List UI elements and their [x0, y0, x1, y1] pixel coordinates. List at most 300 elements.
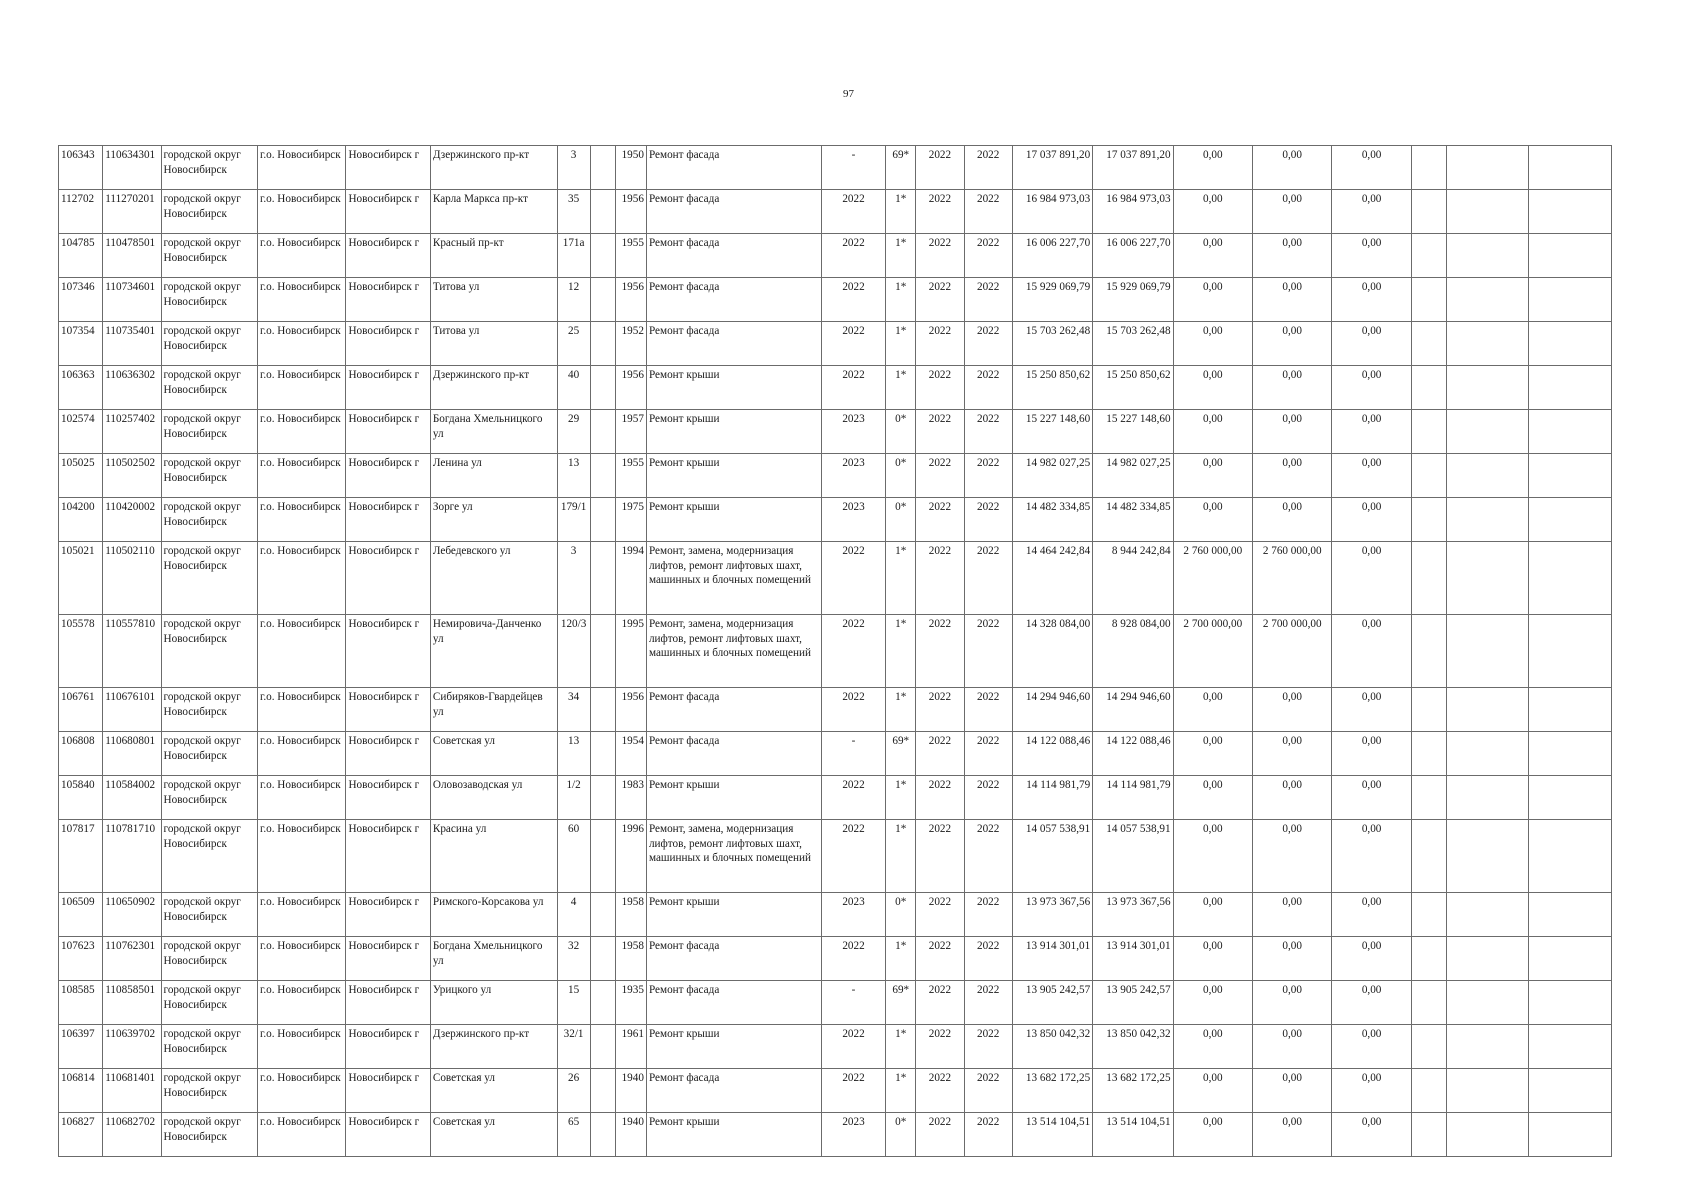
cell-s1: 15 227 148,60	[1093, 410, 1173, 454]
cell-e3	[1529, 366, 1612, 410]
cell-s3: 2 760 000,00	[1253, 542, 1332, 615]
cell-work: Ремонт крыши	[646, 454, 821, 498]
cell-s4: 0,00	[1332, 278, 1411, 322]
cell-s1: 15 250 850,62	[1093, 366, 1173, 410]
cell-okrug: городской округ Новосибирск	[161, 893, 257, 937]
cell-s3: 0,00	[1253, 776, 1332, 820]
cell-s3: 0,00	[1253, 732, 1332, 776]
cell-e2	[1446, 322, 1528, 366]
cell-city: Новосибирск г	[346, 937, 430, 981]
cell-e3	[1529, 688, 1612, 732]
cell-code: 110502110	[103, 542, 161, 615]
cell-mark: 1*	[886, 615, 916, 688]
cell-y2: 2022	[964, 688, 1012, 732]
cell-plan-year: 2022	[821, 937, 885, 981]
table-row	[59, 278, 1612, 322]
cell-id: 106363	[59, 366, 103, 410]
cell-go: г.о. Новосибирск	[258, 776, 346, 820]
cell-s2: 0,00	[1173, 454, 1252, 498]
cell-id: 107346	[59, 278, 103, 322]
table-row	[59, 981, 1612, 1025]
cell-y1: 2022	[916, 498, 964, 542]
cell-year-built: 1958	[615, 937, 646, 981]
cell-mark: 0*	[886, 1113, 916, 1157]
cell-code: 110676101	[103, 688, 161, 732]
cell-year-built: 1940	[615, 1069, 646, 1113]
cell-y1: 2022	[916, 981, 964, 1025]
cell-mark: 0*	[886, 410, 916, 454]
cell-s2: 0,00	[1173, 732, 1252, 776]
cell-mark: 0*	[886, 454, 916, 498]
cell-s1: 14 057 538,91	[1093, 820, 1173, 893]
cell-e1	[1411, 234, 1446, 278]
cell-e1	[1411, 454, 1446, 498]
table-row	[59, 1113, 1612, 1157]
cell-s4: 0,00	[1332, 410, 1411, 454]
cell-s3: 2 700 000,00	[1253, 615, 1332, 688]
cell-e3	[1529, 454, 1612, 498]
cell-s2: 0,00	[1173, 981, 1252, 1025]
cell-e2	[1446, 454, 1528, 498]
cell-e3	[1529, 732, 1612, 776]
cell-okrug: городской округ Новосибирск	[161, 981, 257, 1025]
cell-street: Урицкого ул	[430, 981, 557, 1025]
cell-y1: 2022	[916, 410, 964, 454]
cell-house: 29	[557, 410, 590, 454]
cell-e2	[1446, 615, 1528, 688]
cell-y1: 2022	[916, 146, 964, 190]
cell-go: г.о. Новосибирск	[258, 981, 346, 1025]
cell-s4: 0,00	[1332, 498, 1411, 542]
cell-city: Новосибирск г	[346, 820, 430, 893]
table-row	[59, 322, 1612, 366]
cell-s4: 0,00	[1332, 322, 1411, 366]
cell-s1: 8 944 242,84	[1093, 542, 1173, 615]
cell-s2: 0,00	[1173, 1069, 1252, 1113]
cell-y2: 2022	[964, 190, 1012, 234]
capital-repair-table	[58, 145, 1612, 1157]
cell-go: г.о. Новосибирск	[258, 322, 346, 366]
cell-work: Ремонт крыши	[646, 366, 821, 410]
cell-e1	[1411, 322, 1446, 366]
cell-plan-year: 2023	[821, 498, 885, 542]
cell-total: 14 464 242,84	[1012, 542, 1092, 615]
cell-street: Советская ул	[430, 732, 557, 776]
cell-year-built: 1956	[615, 190, 646, 234]
cell-mark: 1*	[886, 366, 916, 410]
cell-extra	[590, 893, 615, 937]
cell-street: Титова ул	[430, 278, 557, 322]
cell-code: 110735401	[103, 322, 161, 366]
cell-extra	[590, 498, 615, 542]
cell-e3	[1529, 1113, 1612, 1157]
cell-e3	[1529, 190, 1612, 234]
cell-e3	[1529, 1069, 1612, 1113]
table-row	[59, 542, 1612, 615]
cell-y2: 2022	[964, 278, 1012, 322]
cell-okrug: городской округ Новосибирск	[161, 688, 257, 732]
cell-y2: 2022	[964, 410, 1012, 454]
cell-year-built: 1956	[615, 366, 646, 410]
cell-house: 3	[557, 542, 590, 615]
cell-okrug: городской округ Новосибирск	[161, 820, 257, 893]
cell-work: Ремонт крыши	[646, 776, 821, 820]
cell-okrug: городской округ Новосибирск	[161, 278, 257, 322]
cell-id: 107817	[59, 820, 103, 893]
cell-s2: 0,00	[1173, 234, 1252, 278]
cell-s3: 0,00	[1253, 1025, 1332, 1069]
cell-s4: 0,00	[1332, 937, 1411, 981]
cell-okrug: городской округ Новосибирск	[161, 1025, 257, 1069]
cell-year-built: 1935	[615, 981, 646, 1025]
cell-okrug: городской округ Новосибирск	[161, 146, 257, 190]
table-body	[59, 146, 1612, 1157]
cell-mark: 1*	[886, 1069, 916, 1113]
cell-year-built: 1955	[615, 454, 646, 498]
cell-s3: 0,00	[1253, 322, 1332, 366]
cell-go: г.о. Новосибирск	[258, 688, 346, 732]
cell-work: Ремонт фасада	[646, 981, 821, 1025]
cell-s1: 14 482 334,85	[1093, 498, 1173, 542]
cell-mark: 1*	[886, 820, 916, 893]
cell-y2: 2022	[964, 146, 1012, 190]
cell-go: г.о. Новосибирск	[258, 1113, 346, 1157]
cell-y2: 2022	[964, 981, 1012, 1025]
cell-code: 110734601	[103, 278, 161, 322]
cell-y1: 2022	[916, 322, 964, 366]
table-row	[59, 410, 1612, 454]
table-row	[59, 732, 1612, 776]
cell-city: Новосибирск г	[346, 776, 430, 820]
cell-s2: 0,00	[1173, 776, 1252, 820]
cell-e2	[1446, 981, 1528, 1025]
cell-street: Лебедевского ул	[430, 542, 557, 615]
cell-street: Дзержинского пр-кт	[430, 366, 557, 410]
cell-plan-year: -	[821, 146, 885, 190]
cell-y2: 2022	[964, 1025, 1012, 1069]
cell-plan-year: 2022	[821, 542, 885, 615]
cell-e1	[1411, 542, 1446, 615]
cell-mark: 69*	[886, 732, 916, 776]
table-row	[59, 366, 1612, 410]
cell-id: 106343	[59, 146, 103, 190]
cell-street: Оловозаводская ул	[430, 776, 557, 820]
cell-city: Новосибирск г	[346, 1069, 430, 1113]
cell-go: г.о. Новосибирск	[258, 615, 346, 688]
cell-s4: 0,00	[1332, 542, 1411, 615]
cell-year-built: 1994	[615, 542, 646, 615]
table-row	[59, 146, 1612, 190]
cell-okrug: городской округ Новосибирск	[161, 454, 257, 498]
table-row	[59, 820, 1612, 893]
cell-extra	[590, 732, 615, 776]
cell-city: Новосибирск г	[346, 234, 430, 278]
cell-mark: 1*	[886, 234, 916, 278]
cell-e3	[1529, 322, 1612, 366]
cell-total: 17 037 891,20	[1012, 146, 1092, 190]
cell-s4: 0,00	[1332, 732, 1411, 776]
cell-e1	[1411, 1113, 1446, 1157]
cell-s4: 0,00	[1332, 1113, 1411, 1157]
cell-total: 14 294 946,60	[1012, 688, 1092, 732]
cell-id: 107623	[59, 937, 103, 981]
cell-go: г.о. Новосибирск	[258, 454, 346, 498]
cell-e2	[1446, 688, 1528, 732]
cell-s4: 0,00	[1332, 820, 1411, 893]
cell-work: Ремонт фасада	[646, 190, 821, 234]
cell-city: Новосибирск г	[346, 1113, 430, 1157]
cell-s4: 0,00	[1332, 776, 1411, 820]
cell-work: Ремонт крыши	[646, 410, 821, 454]
cell-e1	[1411, 688, 1446, 732]
cell-s3: 0,00	[1253, 893, 1332, 937]
cell-extra	[590, 190, 615, 234]
cell-street: Советская ул	[430, 1069, 557, 1113]
cell-okrug: городской округ Новосибирск	[161, 190, 257, 234]
cell-y2: 2022	[964, 1113, 1012, 1157]
cell-street: Сибиряков-Гвардейцев ул	[430, 688, 557, 732]
cell-extra	[590, 1025, 615, 1069]
cell-e3	[1529, 146, 1612, 190]
cell-s4: 0,00	[1332, 981, 1411, 1025]
cell-s1: 15 703 262,48	[1093, 322, 1173, 366]
cell-total: 14 982 027,25	[1012, 454, 1092, 498]
cell-mark: 0*	[886, 498, 916, 542]
cell-e2	[1446, 820, 1528, 893]
cell-id: 106397	[59, 1025, 103, 1069]
cell-id: 104200	[59, 498, 103, 542]
cell-okrug: городской округ Новосибирск	[161, 366, 257, 410]
cell-y2: 2022	[964, 454, 1012, 498]
cell-plan-year: 2023	[821, 893, 885, 937]
cell-e1	[1411, 278, 1446, 322]
cell-okrug: городской округ Новосибирск	[161, 498, 257, 542]
cell-year-built: 1957	[615, 410, 646, 454]
table-row	[59, 893, 1612, 937]
cell-street: Красный пр-кт	[430, 234, 557, 278]
cell-house: 26	[557, 1069, 590, 1113]
cell-total: 13 905 242,57	[1012, 981, 1092, 1025]
cell-s3: 0,00	[1253, 1069, 1332, 1113]
cell-s2: 0,00	[1173, 1113, 1252, 1157]
cell-s3: 0,00	[1253, 146, 1332, 190]
cell-s3: 0,00	[1253, 410, 1332, 454]
cell-okrug: городской округ Новосибирск	[161, 1113, 257, 1157]
cell-okrug: городской округ Новосибирск	[161, 410, 257, 454]
cell-extra	[590, 1113, 615, 1157]
cell-y1: 2022	[916, 893, 964, 937]
cell-y1: 2022	[916, 615, 964, 688]
cell-year-built: 1952	[615, 322, 646, 366]
cell-e1	[1411, 937, 1446, 981]
cell-total: 14 114 981,79	[1012, 776, 1092, 820]
cell-go: г.о. Новосибирск	[258, 893, 346, 937]
cell-s2: 0,00	[1173, 278, 1252, 322]
cell-s3: 0,00	[1253, 820, 1332, 893]
cell-e2	[1446, 893, 1528, 937]
cell-s1: 13 973 367,56	[1093, 893, 1173, 937]
cell-mark: 1*	[886, 688, 916, 732]
cell-go: г.о. Новосибирск	[258, 278, 346, 322]
cell-mark: 1*	[886, 278, 916, 322]
cell-mark: 69*	[886, 981, 916, 1025]
cell-go: г.о. Новосибирск	[258, 498, 346, 542]
cell-id: 107354	[59, 322, 103, 366]
cell-mark: 0*	[886, 893, 916, 937]
cell-street: Карла Маркса пр-кт	[430, 190, 557, 234]
cell-go: г.о. Новосибирск	[258, 937, 346, 981]
cell-go: г.о. Новосибирск	[258, 820, 346, 893]
cell-s3: 0,00	[1253, 278, 1332, 322]
cell-work: Ремонт фасада	[646, 688, 821, 732]
cell-year-built: 1958	[615, 893, 646, 937]
cell-s4: 0,00	[1332, 234, 1411, 278]
cell-extra	[590, 410, 615, 454]
cell-code: 110680801	[103, 732, 161, 776]
cell-code: 110478501	[103, 234, 161, 278]
cell-extra	[590, 981, 615, 1025]
cell-e2	[1446, 190, 1528, 234]
cell-work: Ремонт крыши	[646, 1113, 821, 1157]
cell-year-built: 1954	[615, 732, 646, 776]
cell-work: Ремонт крыши	[646, 1025, 821, 1069]
cell-house: 4	[557, 893, 590, 937]
cell-id: 106827	[59, 1113, 103, 1157]
cell-e3	[1529, 981, 1612, 1025]
cell-city: Новосибирск г	[346, 454, 430, 498]
cell-e1	[1411, 498, 1446, 542]
cell-city: Новосибирск г	[346, 732, 430, 776]
cell-city: Новосибирск г	[346, 542, 430, 615]
table-row	[59, 1069, 1612, 1113]
cell-e3	[1529, 893, 1612, 937]
cell-s2: 0,00	[1173, 893, 1252, 937]
cell-okrug: городской округ Новосибирск	[161, 234, 257, 278]
cell-extra	[590, 937, 615, 981]
cell-city: Новосибирск г	[346, 410, 430, 454]
cell-house: 35	[557, 190, 590, 234]
cell-year-built: 1975	[615, 498, 646, 542]
cell-street: Дзержинского пр-кт	[430, 1025, 557, 1069]
cell-street: Красина ул	[430, 820, 557, 893]
cell-e1	[1411, 893, 1446, 937]
cell-e2	[1446, 498, 1528, 542]
cell-s1: 13 682 172,25	[1093, 1069, 1173, 1113]
cell-s3: 0,00	[1253, 937, 1332, 981]
cell-e3	[1529, 410, 1612, 454]
cell-work: Ремонт, замена, модернизация лифтов, ремонт лифтовых шахт, машинных и блочных помещений	[646, 615, 821, 688]
cell-total: 13 682 172,25	[1012, 1069, 1092, 1113]
cell-s2: 0,00	[1173, 688, 1252, 732]
cell-plan-year: 2022	[821, 234, 885, 278]
cell-street: Советская ул	[430, 1113, 557, 1157]
cell-code: 110639702	[103, 1025, 161, 1069]
cell-plan-year: 2022	[821, 366, 885, 410]
cell-work: Ремонт, замена, модернизация лифтов, ремонт лифтовых шахт, машинных и блочных помещений	[646, 542, 821, 615]
table-row	[59, 454, 1612, 498]
cell-house: 3	[557, 146, 590, 190]
cell-total: 14 482 334,85	[1012, 498, 1092, 542]
cell-code: 110257402	[103, 410, 161, 454]
cell-extra	[590, 1069, 615, 1113]
cell-s1: 14 122 088,46	[1093, 732, 1173, 776]
cell-go: г.о. Новосибирск	[258, 1025, 346, 1069]
cell-id: 112702	[59, 190, 103, 234]
cell-house: 40	[557, 366, 590, 410]
cell-plan-year: 2022	[821, 615, 885, 688]
cell-y2: 2022	[964, 322, 1012, 366]
cell-s1: 8 928 084,00	[1093, 615, 1173, 688]
cell-total: 15 250 850,62	[1012, 366, 1092, 410]
cell-extra	[590, 454, 615, 498]
cell-go: г.о. Новосибирск	[258, 190, 346, 234]
cell-code: 110636302	[103, 366, 161, 410]
cell-house: 25	[557, 322, 590, 366]
cell-s1: 14 114 981,79	[1093, 776, 1173, 820]
cell-e3	[1529, 615, 1612, 688]
cell-house: 1/2	[557, 776, 590, 820]
cell-okrug: городской округ Новосибирск	[161, 542, 257, 615]
cell-e1	[1411, 981, 1446, 1025]
cell-work: Ремонт фасада	[646, 146, 821, 190]
cell-s3: 0,00	[1253, 454, 1332, 498]
cell-y1: 2022	[916, 542, 964, 615]
cell-extra	[590, 234, 615, 278]
cell-e1	[1411, 615, 1446, 688]
cell-s2: 2 760 000,00	[1173, 542, 1252, 615]
cell-year-built: 1940	[615, 1113, 646, 1157]
cell-e2	[1446, 776, 1528, 820]
cell-y1: 2022	[916, 190, 964, 234]
cell-s4: 0,00	[1332, 1069, 1411, 1113]
cell-s3: 0,00	[1253, 1113, 1332, 1157]
cell-work: Ремонт крыши	[646, 893, 821, 937]
table-row	[59, 937, 1612, 981]
cell-id: 106814	[59, 1069, 103, 1113]
cell-okrug: городской округ Новосибирск	[161, 322, 257, 366]
cell-id: 105021	[59, 542, 103, 615]
cell-year-built: 1995	[615, 615, 646, 688]
cell-city: Новосибирск г	[346, 615, 430, 688]
cell-city: Новосибирск г	[346, 688, 430, 732]
cell-code: 110420002	[103, 498, 161, 542]
cell-extra	[590, 278, 615, 322]
cell-year-built: 1961	[615, 1025, 646, 1069]
cell-e1	[1411, 732, 1446, 776]
cell-id: 102574	[59, 410, 103, 454]
table-row	[59, 776, 1612, 820]
cell-code: 110681401	[103, 1069, 161, 1113]
cell-e2	[1446, 937, 1528, 981]
cell-e1	[1411, 366, 1446, 410]
cell-okrug: городской округ Новосибирск	[161, 937, 257, 981]
cell-street: Титова ул	[430, 322, 557, 366]
cell-e2	[1446, 234, 1528, 278]
cell-okrug: городской округ Новосибирск	[161, 776, 257, 820]
cell-s1: 16 006 227,70	[1093, 234, 1173, 278]
cell-s4: 0,00	[1332, 615, 1411, 688]
cell-extra	[590, 820, 615, 893]
cell-house: 120/3	[557, 615, 590, 688]
cell-go: г.о. Новосибирск	[258, 234, 346, 278]
cell-house: 13	[557, 454, 590, 498]
cell-s3: 0,00	[1253, 498, 1332, 542]
cell-year-built: 1956	[615, 278, 646, 322]
cell-y2: 2022	[964, 366, 1012, 410]
cell-work: Ремонт фасада	[646, 937, 821, 981]
cell-s4: 0,00	[1332, 688, 1411, 732]
cell-street: Зорге ул	[430, 498, 557, 542]
